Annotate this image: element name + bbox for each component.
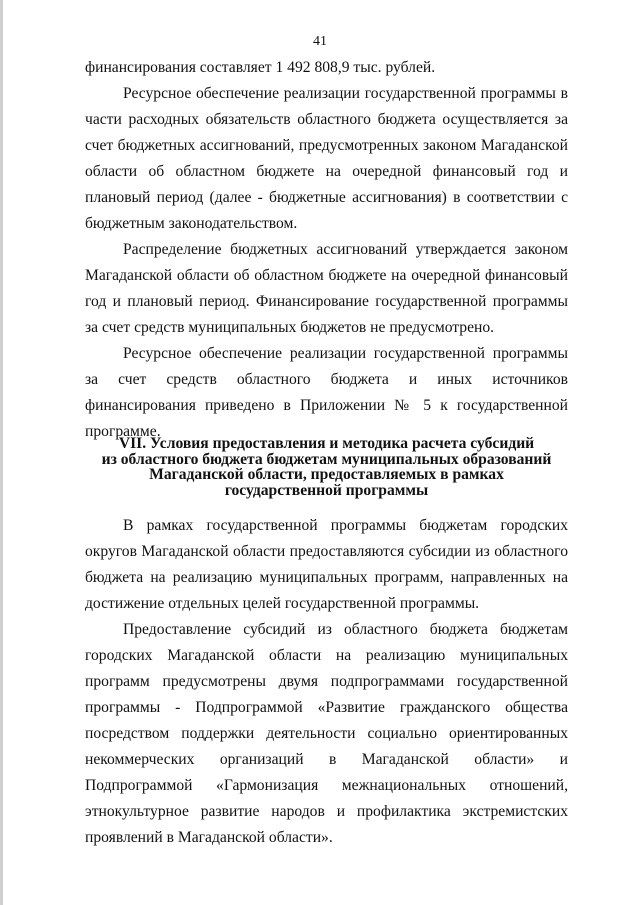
- section-heading-line: Магаданской области, предоставляемых в рамках: [149, 466, 504, 483]
- section-heading: [85, 436, 568, 498]
- paragraph-resource-provision: Ресурсное обеспечение реализации государственной программы в части расходных обязательств областного бюджета осуществляется за счет бюджетных ассигнований, предусмотренных законом Магаданской области об областном бюджете на очередной финансовый год и плановый период (далее - бюджетные ассигнования) в соответствии с бюджетным законодательством.: [85, 85, 568, 232]
- paragraph-appendix-reference: Ресурсное обеспечение реализации государственной программы за счет средств областного бюджета и иных источников финансирования приведено в Приложении № 5 к государственной программе.: [85, 345, 568, 440]
- section-heading-line: VII. Условия предоставления и методика расчета субсидий: [118, 435, 535, 452]
- section-heading-line: государственной программы: [224, 481, 429, 499]
- paragraph-allocation: Распределение бюджетных ассигнований утверждается законом Магаданской области об областном бюджете на очередной финансовый год и плановый период. Финансирование государственной программы за счет средств муниципальных бюджетов не предусмотрено.: [85, 241, 568, 336]
- section-heading-line: из областного бюджета бюджетам муниципальных образований: [101, 450, 552, 468]
- paragraph-continuation: финансирования составляет 1 492 808,9 тыс. рублей.: [85, 59, 436, 76]
- paragraph-subsidies: В рамках государственной программы бюджетам городских округов Магаданской области предоставляются субсидии из областного бюджета на реализацию муниципальных программ, направленных на достижение отдельных целей государственной программы.: [85, 517, 568, 612]
- body-text-block: [85, 513, 568, 851]
- page-edge: [0, 0, 3, 905]
- page-number: 41: [313, 34, 327, 49]
- intro-text-block: [85, 55, 568, 445]
- paragraph-subprograms: Предоставление субсидий из областного бюджета бюджетам городских Магаданской области на реализацию муниципальных программ предусмотрены двумя подпрограммами государственной программы - Подпрограммой «Развитие гражданского общества посредством поддержки деятельности социально ориентированных некоммерческих организаций в Магаданской области» и Подпрограммой «Гармонизация межнациональных отношений, этнокультурное развитие народов и профилактика экстремистских проявлений в Магаданской области».: [85, 621, 568, 846]
